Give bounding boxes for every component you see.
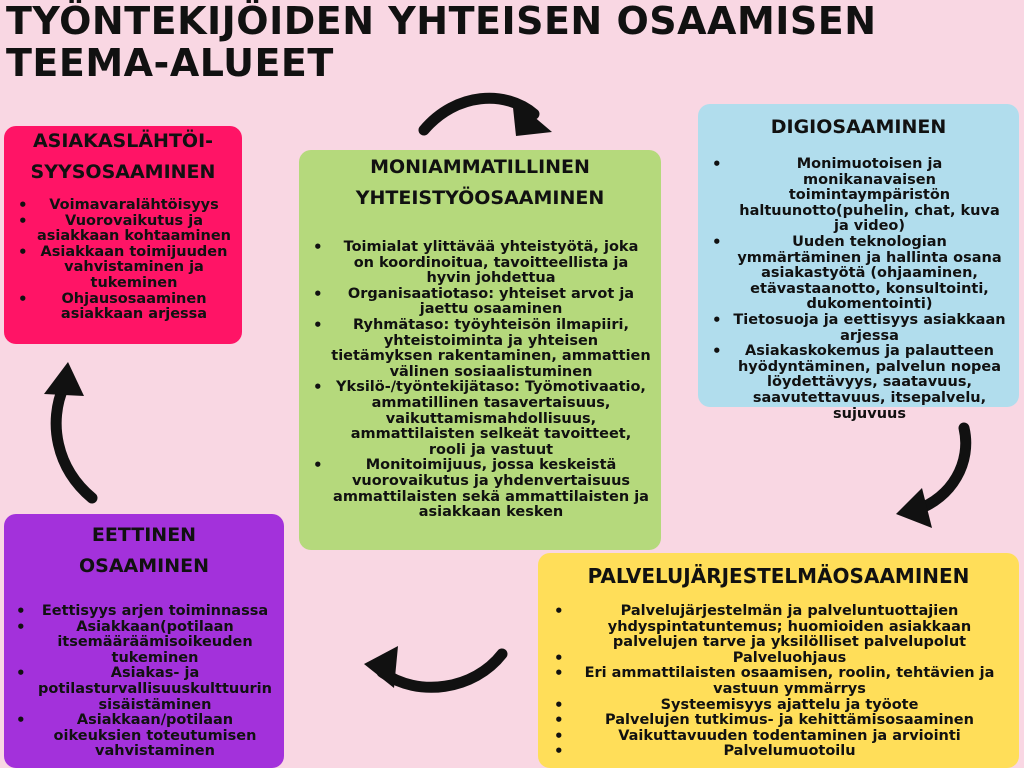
- eettinen-title: [12, 520, 276, 582]
- eettinen-list: [12, 604, 276, 760]
- list-item: • Yksilö-/työntekijätaso: Työmotivaatio, ammatillinen tasavertaisuus, vaikuttamismahdollisuus, ammattilaisten selkeät tavoitteet, rooli ja vastuut: [309, 380, 651, 458]
- list-item: • Monimuotoisen ja monikanavaisen toimintaympäristön haltuunotto(puhelin, chat, kuva ja video): [708, 157, 1009, 235]
- arrow-top-icon: [416, 86, 558, 146]
- list-item: • Tietosuoja ja eettisyys asiakkaan arjessa: [708, 313, 1009, 344]
- asiakas-title: [14, 126, 232, 188]
- page-title: [6, 0, 1006, 84]
- list-item: • Asiakaskokemus ja palautteen hyödyntäminen, palvelun nopea löydettävyys, saatavuus, saavutettavuus, itsepalvelu, sujuvuus: [708, 344, 1009, 422]
- moni-list: [309, 240, 651, 521]
- eettinen-box: [4, 514, 284, 768]
- eettinen-title-line-1: EETTINEN: [91, 524, 197, 546]
- list-item: • Asiakkaan toimijuuden vahvistaminen ja tukeminen: [14, 245, 232, 292]
- list-item: • Palvelumuotoilu: [550, 744, 1007, 760]
- list-item: • Monitoimijuus, jossa keskeistä vuorovaikutus ja yhdenvertaisuus ammattilaisten sekä ammattilaisten ja asiakkaan kesken: [309, 458, 651, 520]
- list-item: • Ryhmätaso: työyhteisön ilmapiiri, yhteistoiminta ja yhteisen tietämyksen rakentaminen, ammattien välinen sosiaalistuminen: [309, 318, 651, 380]
- list-item: • Vaikuttavuuden todentaminen ja arviointi: [550, 729, 1007, 745]
- list-item: • Organisaatiotaso: yhteiset arvot ja jaettu osaaminen: [309, 287, 651, 318]
- palvelu-list: [550, 604, 1007, 760]
- asiakas-title-line-1: ASIAKASLÄHTÖI-: [32, 130, 214, 152]
- palvelujarjestelma-box: [538, 553, 1019, 768]
- list-item: • Palvelujen tutkimus- ja kehittämisosaaminen: [550, 713, 1007, 729]
- asiakas-list: [14, 198, 232, 323]
- list-item: • Voimavaralähtöisyys: [14, 198, 232, 214]
- list-item: • Systeemisyys ajattelu ja työote: [550, 698, 1007, 714]
- title-line-2: TEEMA-ALUEET: [6, 41, 334, 85]
- list-item: • Ohjausosaaminen asiakkaan arjessa: [14, 292, 232, 323]
- arrow-left-icon: [34, 358, 104, 506]
- list-item: • Eri ammattilaisten osaamisen, roolin, tehtävien ja vastuun ymmärrys: [550, 666, 1007, 697]
- list-item: • Uuden teknologian ymmärtäminen ja hallinta osana asiakastyötä (ohjaaminen, etävastaanotto, konsultointi, dukomentointi): [708, 235, 1009, 313]
- moniammatillinen-box: [299, 150, 661, 550]
- palvelu-title: PALVELUJÄRJESTELMÄOSAAMINEN: [587, 564, 970, 588]
- list-item: • Palvelujärjestelmän ja palveluntuottajien yhdyspintatuntemus; huomioiden asiakkaan palvelujen tarve ja yksilölliset palvelupolut: [550, 604, 1007, 651]
- title-line-1: TYÖNTEKIJÖIDEN YHTEISEN OSAAMISEN: [6, 0, 877, 43]
- list-item: • Palveluohjaus: [550, 651, 1007, 667]
- arrow-right-icon: [888, 422, 980, 532]
- asiakaslahtoisyys-box: [4, 126, 242, 344]
- arrow-bottom-icon: [358, 640, 508, 706]
- asiakas-title-line-2: SYYSOSAAMINEN: [30, 161, 216, 183]
- list-item: • Toimialat ylittävää yhteistyötä, joka on koordinoitua, tavoitteellista ja hyvin johdettua: [309, 240, 651, 287]
- list-item: • Asiakkaan(potilaan itsemääräämisoikeuden tukeminen: [12, 620, 276, 667]
- list-item: • Asiakkaan/potilaan oikeuksien toteutumisen vahvistaminen: [12, 713, 276, 760]
- list-item: • Asiakas- ja potilasturvallisuuskulttuurin sisäistäminen: [12, 666, 276, 713]
- digi-title: DIGIOSAAMINEN: [770, 116, 947, 138]
- moni-title: [309, 152, 651, 214]
- digiosaaminen-box: [698, 104, 1019, 422]
- list-item: • Eettisyys arjen toiminnassa: [12, 604, 276, 620]
- moni-title-line-1: MONIAMMATILLINEN: [370, 156, 590, 178]
- digi-list: [708, 157, 1009, 422]
- list-item: • Vuorovaikutus ja asiakkaan kohtaaminen: [14, 214, 232, 245]
- eettinen-title-line-2: OSAAMINEN: [78, 555, 209, 577]
- moni-title-line-2: YHTEISTYÖOSAAMINEN: [355, 187, 605, 209]
